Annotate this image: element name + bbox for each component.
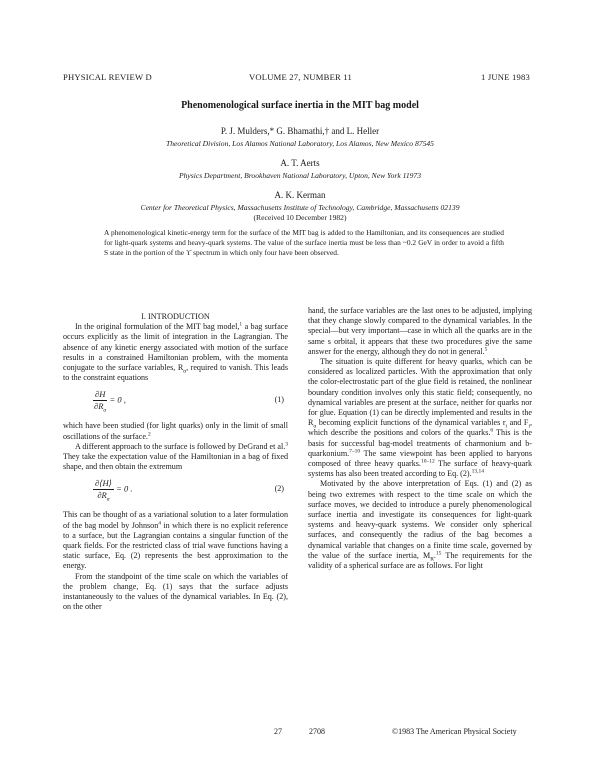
paragraph: In the original formulation of the MIT bag model,$^1$ a bag surface occurs explicitly as the limit of integration in the Lagrangian. The absence of any kinetic energy associated with motion of the surface results in a constrained Hamiltonian problem, with the momenta conjugate to the surface variables, $R_\alpha$, required to vanish. This leads to the constraint equations: [63, 321, 288, 383]
equation-number: (1): [274, 395, 284, 405]
left-column: [63, 312, 288, 612]
paragraph: From the standpoint of the time scale on which the variables of the problem change, Eq. (1) says that the surface adjusts instantaneously to the values of the dynamical variables. In Eq. (2), on the other: [63, 571, 288, 612]
journal-name: PHYSICAL REVIEW D: [63, 72, 152, 82]
volume-number: VOLUME 27, NUMBER 11: [249, 72, 352, 82]
equation-2: $\frac{\partial⟨H⟩}{\partial R_\alpha}$ = 0 . (2): [95, 478, 284, 504]
paragraph: hand, the surface variables are the last ones to be adjusted, implying that they change slowly compared to the dynamical variables. In the special—but very important—case in which all the quarks are in the same s orbital, it appears that these two procedures give the same answer for the energy, although they do not in general.$^5$: [308, 306, 532, 356]
paragraph: which have been studied (for light quarks) only in the limit of small oscillations of the surface.$^2$: [63, 421, 288, 441]
paragraph: Motivated by the above interpretation of Eqs. (1) and (2) as being two extremes with respect to the time scale on which the surface moves, we decided to introduce a purely phenomenological surface inertia and investigate its consequences for light-quark systems and heavy-quark systems. We consider only spherical surfaces, and consequently the radius of the bag becomes a dynamical variable that changes on a finite time scale, governed by the value of the surface inertia, $M_R.^{15}$ The requirements for the validity of a spherical surface are as follows. For light: [308, 479, 532, 571]
section-heading: I. INTRODUCTION: [141, 312, 210, 321]
page-number: 2708: [309, 727, 325, 736]
issue-date: 1 JUNE 1983: [481, 72, 530, 82]
affiliation-2: Physics Department, Brookhaven National Laboratory, Upton, New York 11973: [178, 171, 422, 180]
right-column: [308, 306, 532, 571]
copyright: ©1983 The American Physical Society: [392, 727, 517, 736]
authors-line-1: P. J. Mulders,* G. Bhamathi,† and L. Heller: [220, 126, 380, 136]
paper-title: Phenomenological surface inertia in the MIT bag model: [181, 100, 419, 111]
paragraph: A different approach to the surface is followed by DeGrand et al.$^3$ They take the expectation value of the Hamiltonian in a bag of fixed shape, and then obtain the extremum: [63, 441, 288, 472]
abstract: A phenomenological kinetic-energy term for the surface of the MIT bag is added to the Hamiltonian, and its consequences are studied for light-quark systems and heavy-quark systems. The value of the surface inertia must be less than ~0.2 GeV in order to avoid a fifth S state in the portion of the ϒ spectrum in which only four have been observed.: [104, 228, 504, 257]
affiliation-1: Theoretical Division, Los Alamos National Laboratory, Los Alamos, New Mexico 87545: [166, 139, 434, 148]
paragraph: This can be thought of as a variational solution to a later formulation of the bag model by Johnson$^4$ in which there is no explicit reference to a surface, but the Lagrangian contains a singular function of the quark fields. For the restricted class of trial wave functions having a static surface, Eq. (2) represents the best approximation to the energy.: [63, 510, 289, 571]
received-date: (Received 10 December 1982): [253, 213, 347, 222]
equation-number: (2): [274, 484, 284, 494]
equation-1: $\frac{\partial H}{\partial R_\alpha}$ = 0 , (1): [94, 389, 284, 415]
affiliation-3: Center for Theoretical Physics, Massachusetts Institute of Technology, Cambridge, Massachusetts 02139: [140, 203, 460, 212]
footer-volume: 27: [274, 727, 282, 736]
paragraph: The situation is quite different for heavy quarks, which can be considered as localized particles. With the approximation that only the color-electrostatic part of the glue field is retained, the nonlinear boundary condition involves only this static field; consequently, no dynamical variables are present at the surface, neither for quarks nor for glue. Equation (1) can be directly implemented and results in the $R_\alpha$ becoming explicit functions of the dynamical variables $r_i$ and $F_i$, which describe the positions and colors of the quarks.$^6$ This is the basis for successful bag-model treatments of charmonium and b-quarkonium.$^{7-10}$ The same viewpoint has been applied to baryons composed of three heavy quarks.$^{10-12}$ The surface of heavy-quark systems has also been treated according to Eq. (2).$^{13,14}$: [308, 357, 532, 479]
authors-line-3: A. K. Kerman: [274, 190, 326, 200]
authors-line-2: A. T. Aerts: [280, 158, 320, 168]
